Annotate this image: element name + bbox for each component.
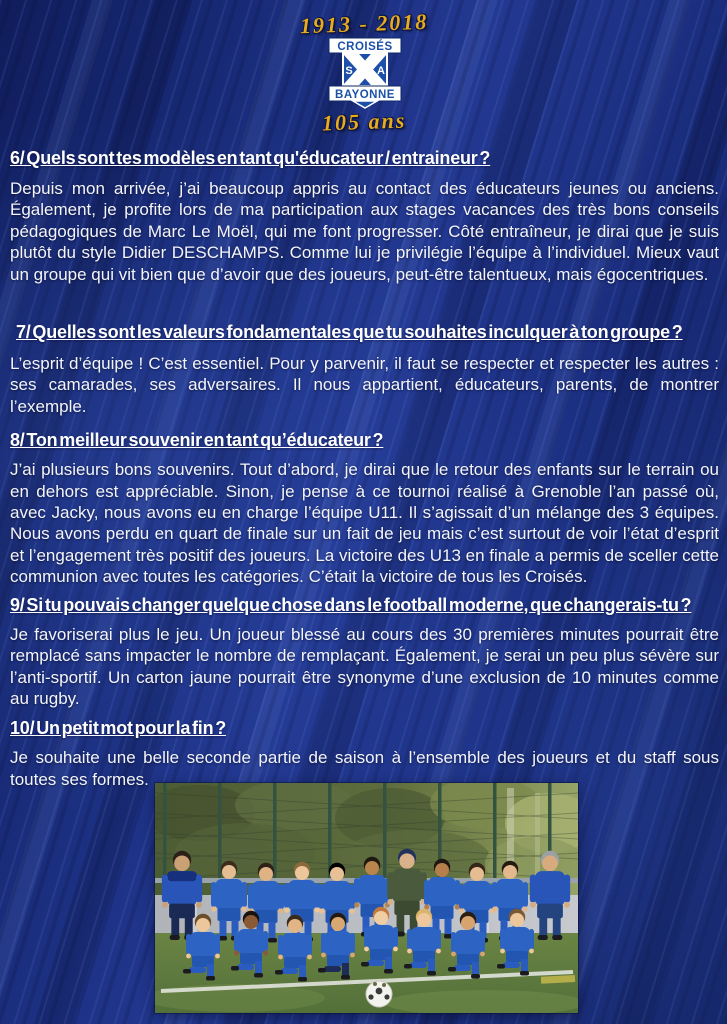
club-logo-header	[10, 0, 719, 145]
question-7: 7/ Quelles sont les valeurs fondamentales que tu souhaites inculquer à ton groupe ?	[16, 322, 683, 343]
answer-8: J’ai plusieurs bons souvenirs. Tout d’abord, je dirai que le retour des enfants sur le terrain ou en dehors est appréciable. Sinon, je pense à ce tournoi réalisé à Grenoble l’an passé où, avec Jacky, nous avons eu en charge l’équipe U11. Il s’agissait d’un mélange des 3 équipes. Nous avons perdu en quart de finale sur un fait de jeu mais c’est surtout de voir l’état d’esprit et l’engagement très positif des joueurs. La victoire des U13 en finale a permis de sceller cette communion avec toutes les catégories. C’était la victoire de tous les Croisés.	[10, 460, 719, 587]
question-9: 9/ Si tu pouvais changer quelque chose dans le football moderne, que changerais-tu ?	[10, 594, 692, 615]
question-8: 8/ Ton meilleur souvenir en tant qu’éducateur ?	[10, 430, 384, 451]
answer-9: Je favoriserai plus le jeu. Un joueur blessé au cours des 30 premières minutes pourrait être remplacé sans impacter le nombre de remplaçant. Également, je serai un peu plus sévère sur l’anti-sportif. Un carton jaune pourrait être synonyme d’une exclusion de 10 minutes comme au rugby.	[10, 624, 719, 708]
soccer-ball	[366, 981, 392, 1007]
question-6: 6/ Quels sont tes modèles en tant qu'éducateur / entraineur ?	[10, 148, 491, 168]
crest-city-name: BAYONNE	[334, 89, 395, 101]
question-10: 10/ Un petit mot pour la fin ?	[10, 718, 227, 739]
qa-section-8	[10, 430, 719, 587]
crest-club-name: CROISÉS	[336, 41, 393, 53]
qa-section-9	[10, 595, 719, 710]
answer-10: Je souhaite une belle seconde partie de saison à l’ensemble des joueurs et du staff sous toutes ses formes.	[10, 748, 719, 789]
anniversary-years: 1913 - 2018	[299, 8, 430, 39]
answer-6: Depuis mon arrivée, j’ai beaucoup appris au contact des éducateurs jeunes ou anciens. Également, je profite lors de ma participation aux stages vacances des très bons conseils pédagogiques de Marc Le Moël, qui me font progresser. Côté entraîneur, je dirai que je suis plutôt du style Didier DESCHAMPS. Comme lui je privilégie l’équipe à l’individuel. Mieux vaut un groupe qui vit bien que d’avoir que des joueurs, peut-être talentueux, mais égocentriques.	[10, 179, 719, 284]
answer-7: L’esprit d’équipe ! C’est essentiel. Pour y parvenir, il faut se respecter et respecter les autres : ses camarades, ses adversaires. Il nous appartient, éducateurs, parents, de montrer l’exemple.	[10, 354, 719, 416]
crest-letter-s: S	[344, 65, 353, 77]
club-crest	[322, 37, 408, 109]
crest-letter-a: A	[376, 65, 385, 77]
qa-section-7	[10, 322, 719, 417]
qa-section-6	[10, 148, 719, 285]
anniversary-label: 105 ans	[321, 107, 408, 136]
team-photo	[155, 783, 578, 1013]
qa-section-10	[10, 718, 719, 790]
